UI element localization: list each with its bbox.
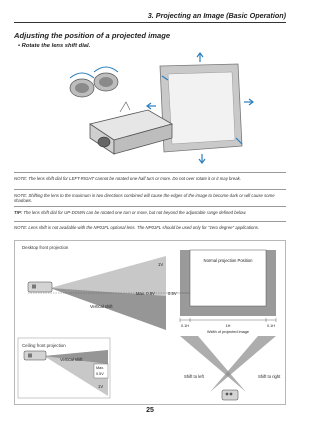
note-1-text: The lens shift dial for LEFT-RIGHT cannot be rotated one-half turn or more. Do not over rotate it or it may break.	[28, 176, 241, 181]
top-view-projector-icon	[222, 390, 238, 400]
chapter-title: 3. Projecting an Image (Basic Operation)	[147, 11, 286, 20]
ceiling-projection-label: Ceiling front projection	[22, 343, 66, 348]
tip-1-label: TIP:	[14, 210, 23, 215]
lens-shift-dials[interactable]	[70, 67, 118, 97]
note-2	[14, 193, 286, 204]
width-of-image-label: Width of projected image	[207, 330, 249, 334]
note-divider-2	[14, 206, 286, 207]
desktop-vertical-shift-label: Vertical shift	[90, 304, 113, 309]
1h-label: 1H	[225, 324, 231, 328]
projector-body	[90, 102, 172, 154]
projection-screen	[160, 64, 242, 152]
tip-1-text: The lens shift dial for UP-DOWN can be rotated one turn or more, but not beyond the adjustable range defined below.	[23, 210, 247, 215]
note-1-label: NOTE:	[14, 176, 28, 181]
note-divider-3	[14, 221, 286, 222]
ceiling-projector-icon	[24, 351, 46, 360]
notes-top-divider	[14, 172, 286, 173]
lens-shift-range-diagram	[14, 240, 286, 405]
ceiling-vertical-shift-label: Vertical shift	[60, 357, 83, 362]
section-title: Adjusting the position of a projected image	[14, 31, 171, 40]
page-number: 25	[146, 407, 154, 414]
shift-right-label: Shift to right	[258, 374, 281, 379]
note-3-label: NOTE:	[14, 225, 28, 230]
ceiling-0-5v-label: 0.5V	[96, 372, 104, 376]
ceiling-1v-label: 1V	[98, 384, 104, 389]
note-3	[14, 225, 286, 230]
note-1	[14, 176, 286, 181]
note-2-label: NOTE:	[14, 193, 28, 198]
desktop-projector-icon	[28, 282, 52, 292]
ceiling-max-label: Max.	[96, 366, 105, 370]
tip-1	[14, 210, 286, 215]
desktop-0-5v-label: 0.5V	[168, 291, 177, 296]
note-2-text: Shifting the lens to the maximum in two directions combined will cause the edges of the image to become dark or will cause some shadows.	[14, 193, 275, 204]
note-divider-1	[14, 189, 286, 190]
left-0-1h-label: 0.1H	[180, 324, 190, 328]
desktop-projection-label: Desktop front projection	[22, 245, 69, 250]
right-0-1h-label: 0.1H	[266, 324, 276, 328]
projector-illustration	[60, 52, 260, 170]
shift-left-label: Shift to left	[184, 374, 204, 379]
desktop-1v-label: 1V	[158, 262, 164, 267]
normal-position-label: Normal projection Position	[203, 258, 253, 263]
desktop-max-label: Max. 0.5V	[136, 291, 155, 296]
header-divider	[14, 22, 286, 23]
instruction-bullet: • Rotate the lens shift dial.	[18, 43, 91, 49]
note-3-text: Lens shift is not available with the NP01FL optional lens. The NP01FL should be used only for "zero degree" applications.	[28, 225, 260, 230]
